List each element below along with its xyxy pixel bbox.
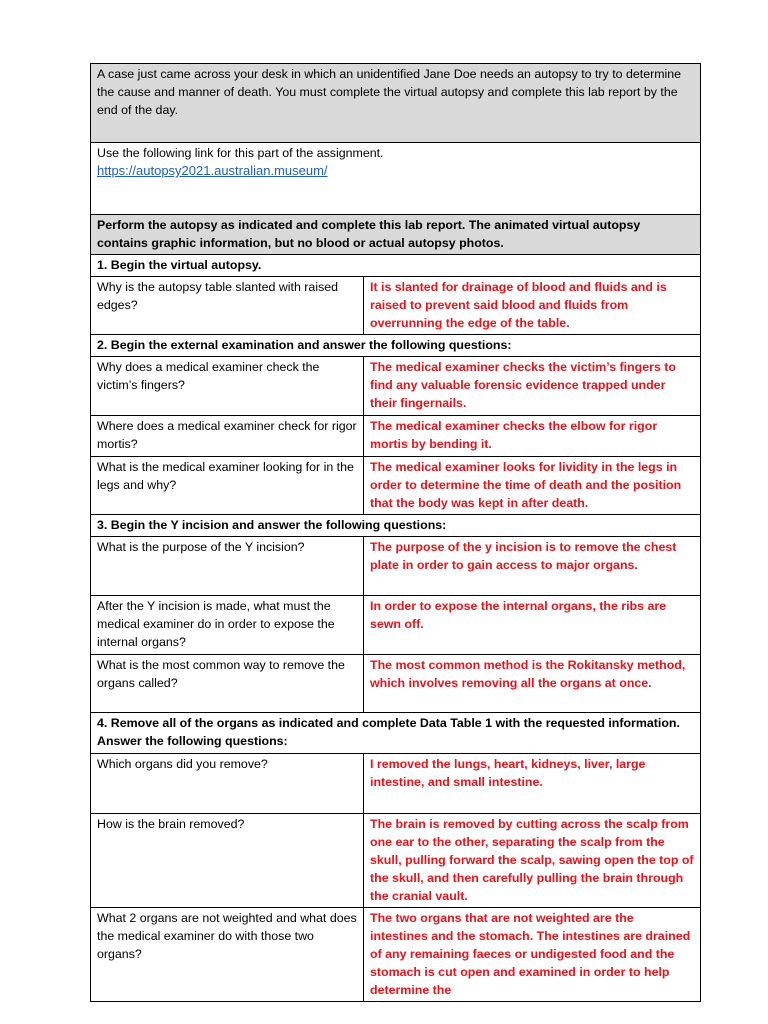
link-instruction: Use the following link for this part of the assignment. xyxy=(97,146,384,160)
question-cell: Why is the autopsy table slanted with raised edges? xyxy=(91,277,364,335)
section-heading: 1. Begin the virtual autopsy. xyxy=(91,255,701,277)
question-cell: Where does a medical examiner check for rigor mortis? xyxy=(91,416,364,457)
question-cell: What is the medical examiner looking for in the legs and why? xyxy=(91,457,364,515)
autopsy-link[interactable]: https://autopsy2021.australian.museum/ xyxy=(97,163,328,178)
link-cell xyxy=(91,143,701,215)
question-cell: What is the most common way to remove the organs called? xyxy=(91,655,364,713)
answer-cell: The purpose of the y incision is to remove the chest plate in order to gain access to major organs. xyxy=(364,537,701,596)
answer-cell: The medical examiner checks the elbow for rigor mortis by bending it. xyxy=(364,416,701,457)
answer-cell: In order to expose the internal organs, the ribs are sewn off. xyxy=(364,596,701,655)
section-heading: 4. Remove all of the organs as indicated and complete Data Table 1 with the requested information. Answer the following questions: xyxy=(91,713,701,754)
question-cell: Why does a medical examiner check the victim’s fingers? xyxy=(91,357,364,416)
answer-cell: The two organs that are not weighted are the intestines and the stomach. The intestines are drained of any remaining faeces or undigested food and the stomach is cut open and examined in order to help determine the xyxy=(364,908,701,1002)
question-cell: How is the brain removed? xyxy=(91,814,364,908)
lab-report-table xyxy=(90,63,701,1002)
answer-cell: The medical examiner checks the victim’s fingers to find any valuable forensic evidence trapped under their fingernails. xyxy=(364,357,701,416)
question-cell: Which organs did you remove? xyxy=(91,754,364,814)
question-cell: After the Y incision is made, what must the medical examiner do in order to expose the internal organs? xyxy=(91,596,364,655)
perform-instructions: Perform the autopsy as indicated and complete this lab report. The animated virtual autopsy contains graphic information, but no blood or actual autopsy photos. xyxy=(91,215,701,255)
answer-cell: I removed the lungs, heart, kidneys, liver, large intestine, and small intestine. xyxy=(364,754,701,814)
answer-cell: It is slanted for drainage of blood and fluids and is raised to prevent said blood and fluids from overrunning the edge of the table. xyxy=(364,277,701,335)
answer-cell: The brain is removed by cutting across the scalp from one ear to the other, separating the scalp from the skull, pulling forward the scalp, sawing open the top of the skull, and then carefully pulling the brain through the cranial vault. xyxy=(364,814,701,908)
question-cell: What 2 organs are not weighted and what does the medical examiner do with those two organs? xyxy=(91,908,364,1002)
section-heading: 2. Begin the external examination and answer the following questions: xyxy=(91,335,701,357)
answer-cell: The medical examiner looks for lividity in the legs in order to determine the time of death and the position that the body was kept in after death. xyxy=(364,457,701,515)
question-cell: What is the purpose of the Y incision? xyxy=(91,537,364,596)
section-heading: 3. Begin the Y incision and answer the following questions: xyxy=(91,515,701,537)
answer-cell: The most common method is the Rokitansky method, which involves removing all the organs at once. xyxy=(364,655,701,713)
case-description: A case just came across your desk in which an unidentified Jane Doe needs an autopsy to try to determine the cause and manner of death. You must complete the virtual autopsy and complete this lab report by the end of the day. xyxy=(91,64,701,143)
